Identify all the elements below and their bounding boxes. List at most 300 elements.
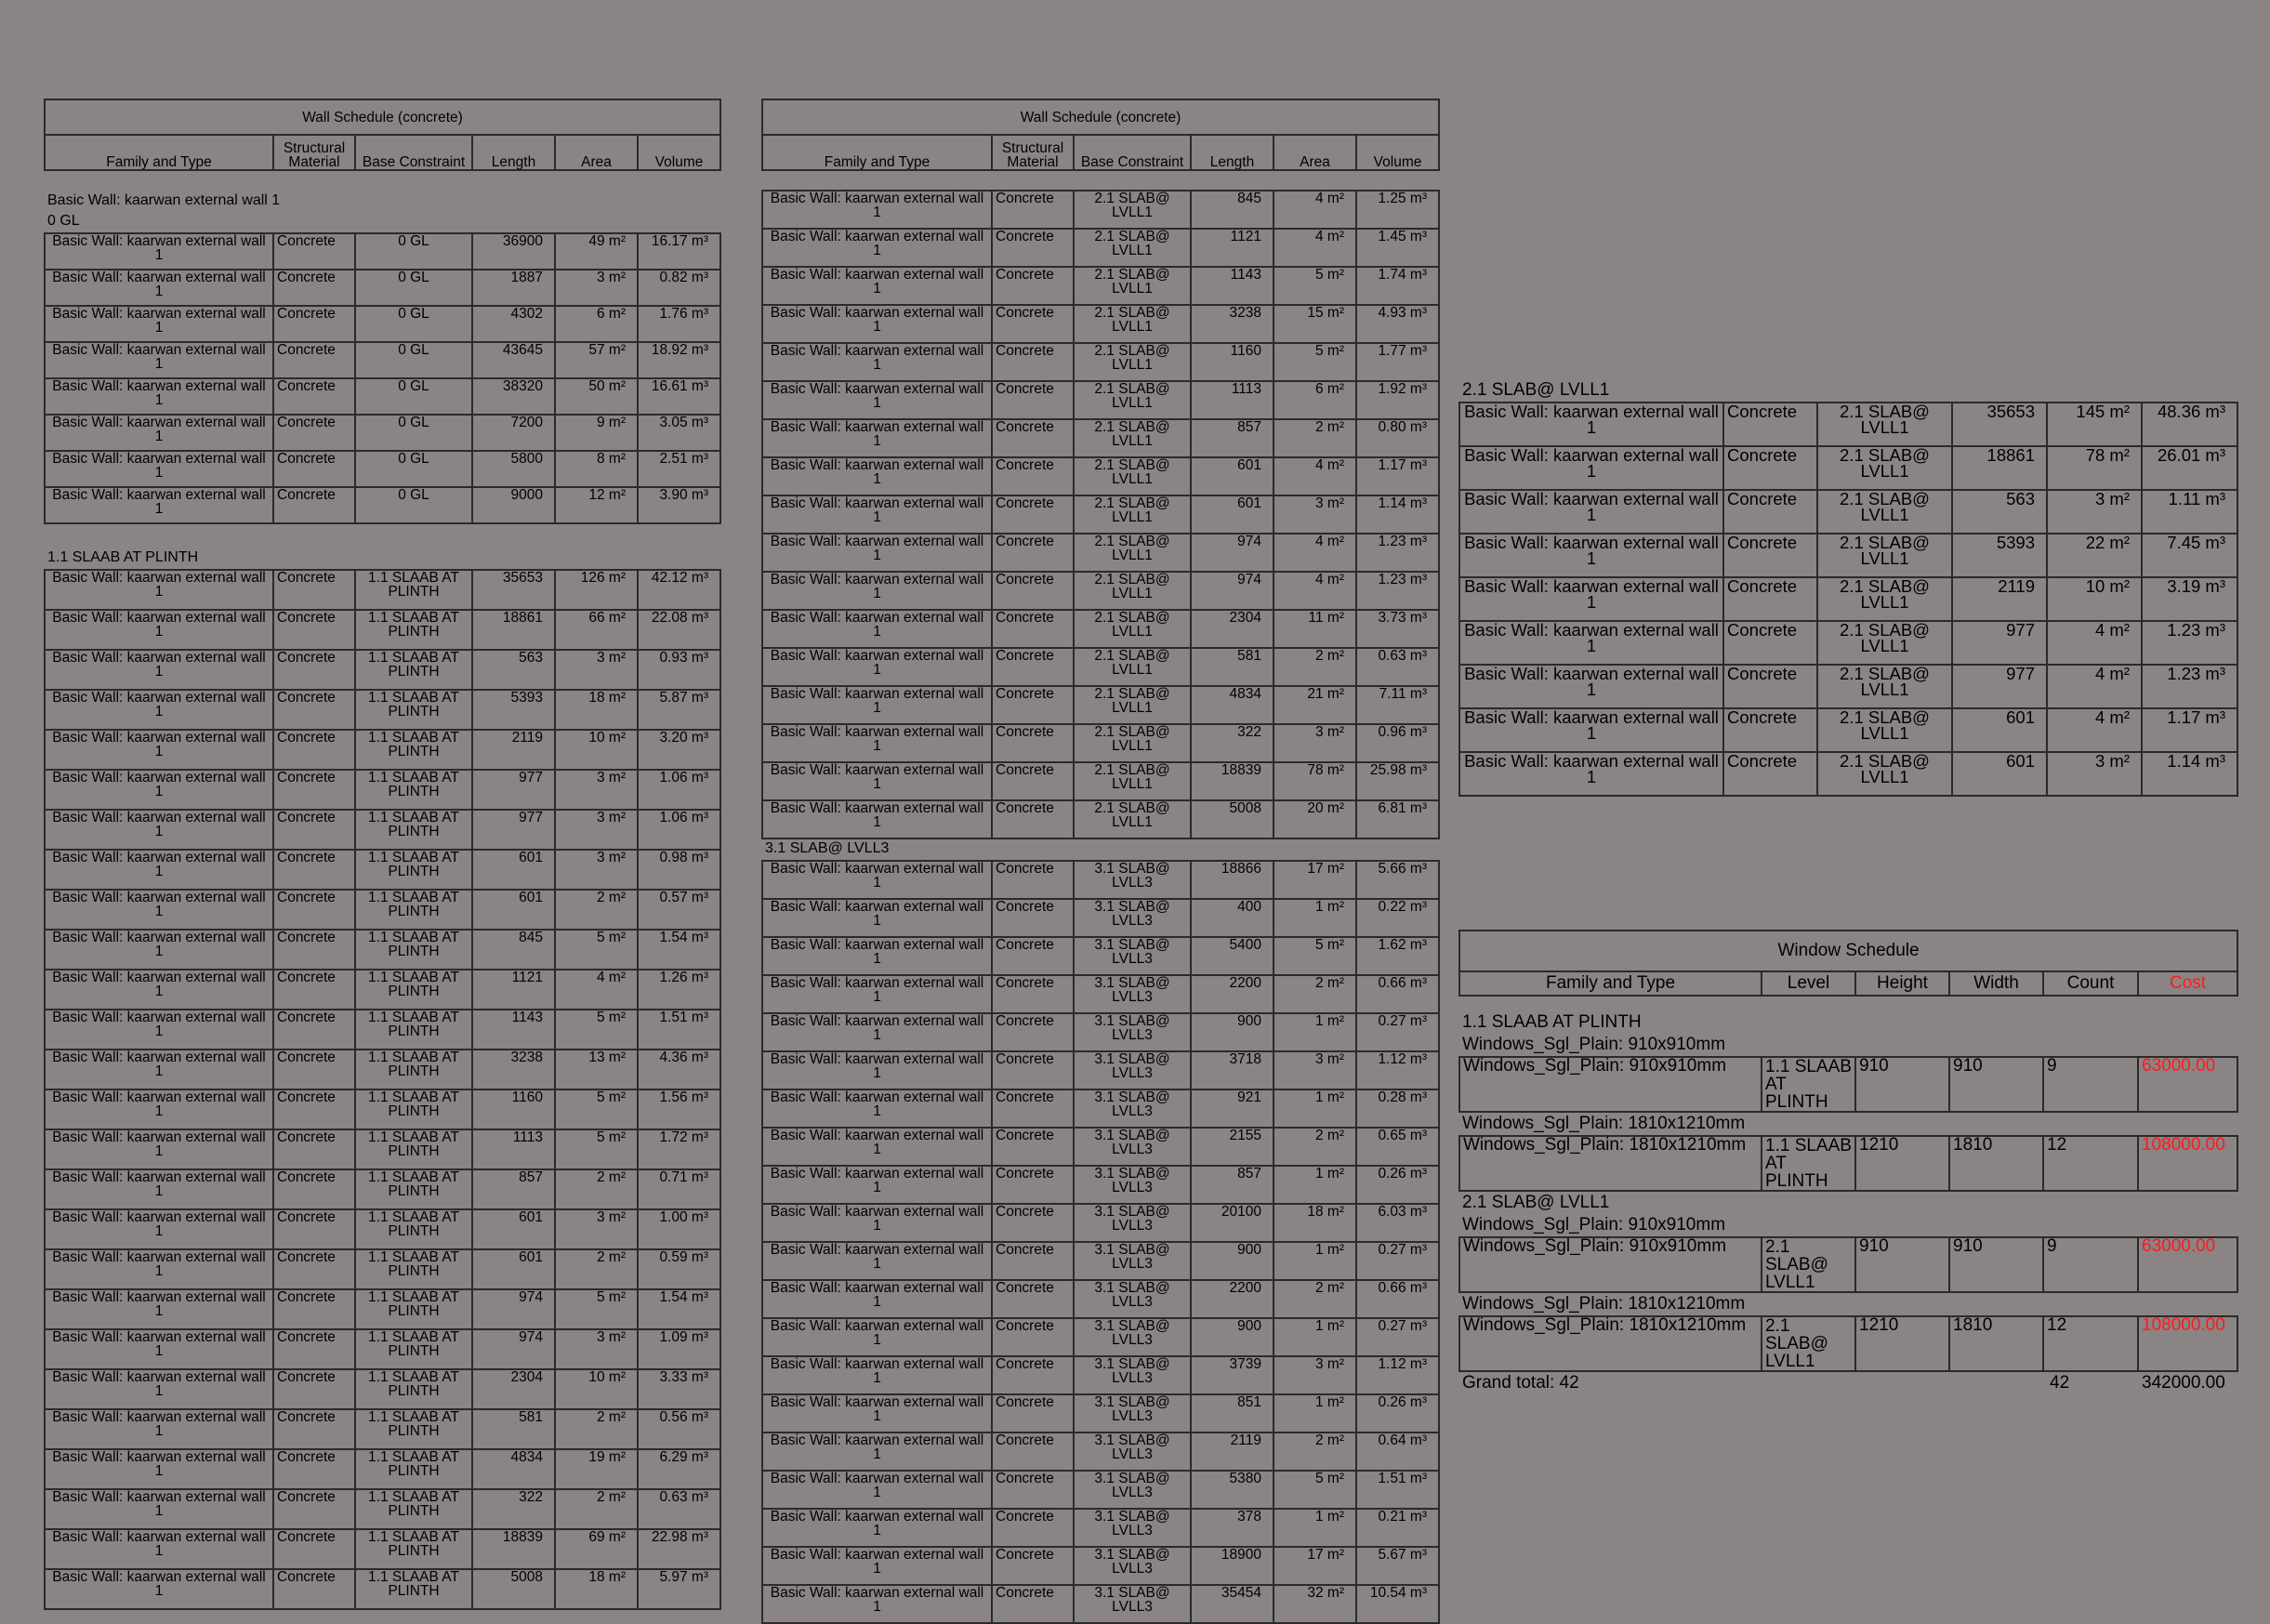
window-schedule-body [1458, 1011, 2237, 1372]
length-cell: 2155 [1191, 1128, 1274, 1166]
table-row [45, 1369, 720, 1409]
area-cell: 4 m² [2047, 665, 2142, 708]
base-constraint-cell: 2.1 SLAB@ LVLL1 [1074, 381, 1191, 419]
base-constraint-cell: 1.1 SLAAB AT PLINTH [355, 650, 472, 690]
volume-cell: 1.06 m³ [638, 810, 720, 850]
material-cell: Concrete [1723, 446, 1817, 490]
material-cell: Concrete [992, 1280, 1074, 1318]
area-cell: 2 m² [1274, 419, 1356, 457]
table-row [762, 343, 1439, 381]
table-row [1459, 1316, 2237, 1371]
family-type-cell: Basic Wall: kaarwan external wall 1 [762, 495, 992, 534]
material-cell: Concrete [273, 1089, 355, 1129]
volume-cell: 0.82 m³ [638, 270, 720, 306]
family-type-cell: Basic Wall: kaarwan external wall 1 [45, 270, 273, 306]
table-row [45, 1089, 720, 1129]
grand-total-label: Grand total: 42 [1462, 1373, 1579, 1393]
material-cell: Concrete [273, 1409, 355, 1449]
family-type-cell: Windows_Sgl_Plain: 1810x1210mm [1459, 1316, 1762, 1371]
area-cell: 4 m² [1274, 572, 1356, 610]
material-cell: Concrete [1723, 665, 1817, 708]
base-constraint-cell: 2.1 SLAB@ LVLL1 [1074, 686, 1191, 724]
material-cell: Concrete [1723, 752, 1817, 796]
table-row [1459, 1237, 2237, 1292]
family-type-cell: Basic Wall: kaarwan external wall 1 [762, 899, 992, 937]
header-row [1459, 971, 2237, 996]
volume-cell: 1.14 m³ [1356, 495, 1439, 534]
table-row [762, 457, 1439, 495]
length-cell: 563 [1952, 490, 2047, 534]
area-cell: 50 m² [555, 378, 638, 415]
wall-table [761, 190, 1440, 839]
length-cell: 845 [1191, 191, 1274, 229]
volume-cell: 1.23 m³ [1356, 572, 1439, 610]
base-constraint-cell: 1.1 SLAAB AT PLINTH [355, 1489, 472, 1529]
level-cell: 1.1 SLAAB AT PLINTH [1762, 1136, 1855, 1191]
area-cell: 5 m² [555, 1010, 638, 1050]
family-type-cell: Basic Wall: kaarwan external wall 1 [762, 1318, 992, 1356]
base-constraint-cell: 1.1 SLAAB AT PLINTH [355, 1409, 472, 1449]
length-cell: 2119 [1191, 1433, 1274, 1471]
family-type-cell: Basic Wall: kaarwan external wall 1 [45, 451, 273, 487]
area-cell: 3 m² [555, 770, 638, 810]
material-cell: Concrete [273, 770, 355, 810]
base-constraint-cell: 1.1 SLAAB AT PLINTH [355, 1209, 472, 1249]
family-type-cell: Basic Wall: kaarwan external wall 1 [45, 342, 273, 378]
material-cell: Concrete [992, 343, 1074, 381]
length-cell: 322 [1191, 724, 1274, 762]
material-cell: Concrete [273, 1529, 355, 1569]
family-type-cell: Basic Wall: kaarwan external wall 1 [45, 650, 273, 690]
family-type-cell: Basic Wall: kaarwan external wall 1 [45, 415, 273, 451]
area-cell: 2 m² [1274, 1128, 1356, 1166]
level-cell: 2.1 SLAB@ LVLL1 [1762, 1237, 1855, 1292]
length-cell: 18839 [472, 1529, 555, 1569]
volume-cell: 1.17 m³ [2142, 708, 2237, 752]
family-type-cell: Basic Wall: kaarwan external wall 1 [45, 1569, 273, 1609]
base-constraint-cell: 2.1 SLAB@ LVLL1 [1817, 490, 1952, 534]
volume-cell: 6.29 m³ [638, 1449, 720, 1489]
material-cell: Concrete [273, 970, 355, 1010]
material-cell: Concrete [273, 451, 355, 487]
volume-cell: 1.45 m³ [1356, 229, 1439, 267]
header-row [762, 135, 1439, 170]
volume-cell: 1.92 m³ [1356, 381, 1439, 419]
material-cell: Concrete [992, 724, 1074, 762]
volume-cell: 4.93 m³ [1356, 305, 1439, 343]
wall-table [761, 860, 1440, 1624]
table-row [1459, 1136, 2237, 1191]
area-cell: 10 m² [555, 1369, 638, 1409]
header-cell: Family and Type [762, 135, 992, 170]
table-row [762, 724, 1439, 762]
family-type-cell: Basic Wall: kaarwan external wall 1 [762, 1509, 992, 1547]
table-row [1459, 752, 2237, 796]
length-cell: 400 [1191, 899, 1274, 937]
length-cell: 1160 [1191, 343, 1274, 381]
area-cell: 3 m² [1274, 724, 1356, 762]
length-cell: 2304 [472, 1369, 555, 1409]
base-constraint-cell: 2.1 SLAB@ LVLL1 [1074, 572, 1191, 610]
family-type-cell: Basic Wall: kaarwan external wall 1 [762, 1471, 992, 1509]
group-label: 3.1 SLAB@ LVLL3 [765, 840, 890, 856]
family-type-cell: Basic Wall: kaarwan external wall 1 [762, 800, 992, 838]
volume-cell: 3.73 m³ [1356, 610, 1439, 648]
length-cell: 20100 [1191, 1204, 1274, 1242]
area-cell: 10 m² [555, 730, 638, 770]
volume-cell: 0.27 m³ [1356, 1242, 1439, 1280]
area-cell: 12 m² [555, 487, 638, 523]
length-cell: 2200 [1191, 975, 1274, 1013]
table-row [45, 1289, 720, 1329]
header-cell: Height [1855, 971, 1949, 996]
family-type-cell: Basic Wall: kaarwan external wall 1 [762, 534, 992, 572]
family-type-cell: Basic Wall: kaarwan external wall 1 [45, 890, 273, 930]
area-cell: 6 m² [1274, 381, 1356, 419]
area-cell: 78 m² [1274, 762, 1356, 800]
header-cell: Length [1191, 135, 1274, 170]
family-type-cell: Basic Wall: kaarwan external wall 1 [45, 1010, 273, 1050]
material-cell: Concrete [1723, 577, 1817, 621]
group-label: 0 GL [47, 213, 80, 229]
family-type-cell: Basic Wall: kaarwan external wall 1 [45, 1209, 273, 1249]
area-cell: 2 m² [555, 1489, 638, 1529]
family-type-cell: Basic Wall: kaarwan external wall 1 [1459, 665, 1723, 708]
area-cell: 5 m² [1274, 343, 1356, 381]
length-cell: 36900 [472, 233, 555, 270]
group-label: 1.1 SLAAB AT PLINTH [47, 549, 199, 565]
length-cell: 974 [1191, 534, 1274, 572]
wall-schedule-right [1458, 379, 2237, 797]
length-cell: 1143 [472, 1010, 555, 1050]
volume-cell: 0.21 m³ [1356, 1509, 1439, 1547]
base-constraint-cell: 1.1 SLAAB AT PLINTH [355, 1329, 472, 1369]
height-cell: 910 [1855, 1057, 1949, 1112]
length-cell: 18861 [1952, 446, 2047, 490]
type-group-label: Windows_Sgl_Plain: 910x910mm [1462, 1035, 1726, 1054]
table-row [762, 1433, 1439, 1471]
base-constraint-cell: 2.1 SLAB@ LVLL1 [1074, 762, 1191, 800]
table-row [45, 378, 720, 415]
base-constraint-cell: 1.1 SLAAB AT PLINTH [355, 1010, 472, 1050]
table-row [45, 415, 720, 451]
base-constraint-cell: 2.1 SLAB@ LVLL1 [1074, 343, 1191, 381]
base-constraint-cell: 3.1 SLAB@ LVLL3 [1074, 899, 1191, 937]
area-cell: 21 m² [1274, 686, 1356, 724]
volume-cell: 1.26 m³ [638, 970, 720, 1010]
length-cell: 921 [1191, 1089, 1274, 1128]
base-constraint-cell: 3.1 SLAB@ LVLL3 [1074, 1509, 1191, 1547]
length-cell: 18900 [1191, 1547, 1274, 1585]
base-constraint-cell: 2.1 SLAB@ LVLL1 [1817, 403, 1952, 446]
family-type-cell: Basic Wall: kaarwan external wall 1 [762, 724, 992, 762]
volume-cell: 0.63 m³ [638, 1489, 720, 1529]
cost-cell: 63000.00 [2138, 1237, 2237, 1292]
table-row [45, 487, 720, 523]
length-cell: 977 [472, 770, 555, 810]
type-group-label: Windows_Sgl_Plain: 910x910mm [1462, 1215, 1726, 1235]
material-cell: Concrete [992, 1013, 1074, 1051]
material-cell: Concrete [273, 1169, 355, 1209]
family-type-cell: Basic Wall: kaarwan external wall 1 [762, 267, 992, 305]
base-constraint-cell: 3.1 SLAB@ LVLL3 [1074, 1280, 1191, 1318]
material-cell: Concrete [273, 570, 355, 610]
base-constraint-cell: 2.1 SLAB@ LVLL1 [1074, 495, 1191, 534]
table-row [762, 937, 1439, 975]
base-constraint-cell: 2.1 SLAB@ LVLL1 [1074, 305, 1191, 343]
material-cell: Concrete [992, 1318, 1074, 1356]
volume-cell: 2.51 m³ [638, 451, 720, 487]
length-cell: 900 [1191, 1318, 1274, 1356]
volume-cell: 0.71 m³ [638, 1169, 720, 1209]
base-constraint-cell: 0 GL [355, 415, 472, 451]
area-cell: 18 m² [1274, 1204, 1356, 1242]
area-cell: 3 m² [555, 1209, 638, 1249]
cost-cell: 63000.00 [2138, 1057, 2237, 1112]
family-type-cell: Basic Wall: kaarwan external wall 1 [45, 1489, 273, 1529]
volume-cell: 0.26 m³ [1356, 1166, 1439, 1204]
area-cell: 4 m² [2047, 708, 2142, 752]
table-row [762, 1013, 1439, 1051]
area-cell: 2 m² [1274, 1280, 1356, 1318]
volume-cell: 1.77 m³ [1356, 343, 1439, 381]
family-type-cell: Basic Wall: kaarwan external wall 1 [762, 305, 992, 343]
table-row [762, 899, 1439, 937]
length-cell: 857 [472, 1169, 555, 1209]
base-constraint-cell: 2.1 SLAB@ LVLL1 [1074, 534, 1191, 572]
family-type-cell: Basic Wall: kaarwan external wall 1 [762, 457, 992, 495]
family-type-cell: Basic Wall: kaarwan external wall 1 [1459, 752, 1723, 796]
base-constraint-cell: 2.1 SLAB@ LVLL1 [1074, 800, 1191, 838]
base-constraint-cell: 3.1 SLAB@ LVLL3 [1074, 1547, 1191, 1585]
table-row [45, 1249, 720, 1289]
length-cell: 601 [1952, 708, 2047, 752]
area-cell: 9 m² [555, 415, 638, 451]
base-constraint-cell: 2.1 SLAB@ LVLL1 [1074, 419, 1191, 457]
volume-cell: 3.33 m³ [638, 1369, 720, 1409]
area-cell: 1 m² [1274, 1318, 1356, 1356]
material-cell: Concrete [992, 899, 1074, 937]
base-constraint-cell: 3.1 SLAB@ LVLL3 [1074, 975, 1191, 1013]
material-cell: Concrete [992, 495, 1074, 534]
area-cell: 20 m² [1274, 800, 1356, 838]
material-cell: Concrete [992, 975, 1074, 1013]
length-cell: 5380 [1191, 1471, 1274, 1509]
base-constraint-cell: 0 GL [355, 487, 472, 523]
material-cell: Concrete [273, 233, 355, 270]
material-cell: Concrete [273, 1209, 355, 1249]
area-cell: 3 m² [2047, 752, 2142, 796]
base-constraint-cell: 2.1 SLAB@ LVLL1 [1817, 621, 1952, 665]
volume-cell: 4.36 m³ [638, 1050, 720, 1089]
grand-total-row [1458, 1372, 2237, 1394]
volume-cell: 1.23 m³ [2142, 665, 2237, 708]
material-cell: Concrete [273, 1329, 355, 1369]
area-cell: 1 m² [1274, 1242, 1356, 1280]
area-cell: 13 m² [555, 1050, 638, 1089]
schedule-title: Wall Schedule (concrete) [45, 99, 720, 135]
table-row [45, 890, 720, 930]
family-type-cell: Basic Wall: kaarwan external wall 1 [45, 1050, 273, 1089]
material-cell: Concrete [273, 415, 355, 451]
base-constraint-cell: 3.1 SLAB@ LVLL3 [1074, 1013, 1191, 1051]
width-cell: 1810 [1949, 1316, 2043, 1371]
material-cell: Concrete [992, 1242, 1074, 1280]
height-cell: 1210 [1855, 1316, 1949, 1371]
table-row [1459, 534, 2237, 577]
material-cell: Concrete [992, 648, 1074, 686]
family-type-cell: Basic Wall: kaarwan external wall 1 [1459, 621, 1723, 665]
table-row [45, 730, 720, 770]
base-constraint-cell: 1.1 SLAAB AT PLINTH [355, 890, 472, 930]
length-cell: 1143 [1191, 267, 1274, 305]
count-cell: 12 [2043, 1136, 2138, 1191]
area-cell: 4 m² [1274, 457, 1356, 495]
area-cell: 2 m² [555, 1249, 638, 1289]
area-cell: 145 m² [2047, 403, 2142, 446]
material-cell: Concrete [273, 1289, 355, 1329]
header-cell: Volume [638, 135, 720, 170]
family-type-cell: Basic Wall: kaarwan external wall 1 [762, 572, 992, 610]
family-type-cell: Basic Wall: kaarwan external wall 1 [762, 419, 992, 457]
length-cell: 900 [1191, 1013, 1274, 1051]
length-cell: 3238 [1191, 305, 1274, 343]
group-label: Basic Wall: kaarwan external wall 1 [47, 192, 281, 208]
volume-cell: 3.05 m³ [638, 415, 720, 451]
count-cell: 12 [2043, 1316, 2138, 1371]
height-cell: 1210 [1855, 1136, 1949, 1191]
length-cell: 18839 [1191, 762, 1274, 800]
area-cell: 17 m² [1274, 861, 1356, 899]
area-cell: 18 m² [555, 690, 638, 730]
table-row [1459, 490, 2237, 534]
base-constraint-cell: 3.1 SLAB@ LVLL3 [1074, 1089, 1191, 1128]
base-constraint-cell: 3.1 SLAB@ LVLL3 [1074, 1318, 1191, 1356]
area-cell: 10 m² [2047, 577, 2142, 621]
header-cell: Structural Material [273, 135, 355, 170]
length-cell: 3739 [1191, 1356, 1274, 1394]
family-type-cell: Basic Wall: kaarwan external wall 1 [762, 762, 992, 800]
area-cell: 4 m² [1274, 229, 1356, 267]
area-cell: 1 m² [1274, 899, 1356, 937]
length-cell: 1121 [1191, 229, 1274, 267]
material-cell: Concrete [273, 1010, 355, 1050]
table-row [45, 233, 720, 270]
family-type-cell: Basic Wall: kaarwan external wall 1 [762, 1089, 992, 1128]
family-type-cell: Basic Wall: kaarwan external wall 1 [45, 570, 273, 610]
material-cell: Concrete [992, 1471, 1074, 1509]
length-cell: 2119 [1952, 577, 2047, 621]
window-table [1458, 1315, 2238, 1372]
area-cell: 1 m² [1274, 1089, 1356, 1128]
family-type-cell: Basic Wall: kaarwan external wall 1 [762, 861, 992, 899]
material-cell: Concrete [273, 378, 355, 415]
base-constraint-cell: 3.1 SLAB@ LVLL3 [1074, 1166, 1191, 1204]
length-cell: 900 [1191, 1242, 1274, 1280]
table-row [1459, 577, 2237, 621]
base-constraint-cell: 2.1 SLAB@ LVLL1 [1074, 610, 1191, 648]
length-cell: 601 [1191, 495, 1274, 534]
table-row [762, 572, 1439, 610]
material-cell: Concrete [992, 1204, 1074, 1242]
volume-cell: 3.90 m³ [638, 487, 720, 523]
length-cell: 4834 [1191, 686, 1274, 724]
area-cell: 3 m² [1274, 495, 1356, 534]
material-cell: Concrete [273, 1369, 355, 1409]
length-cell: 9000 [472, 487, 555, 523]
table-row [1459, 708, 2237, 752]
area-cell: 1 m² [1274, 1509, 1356, 1547]
material-cell: Concrete [992, 419, 1074, 457]
cost-cell: 108000.00 [2138, 1136, 2237, 1191]
volume-cell: 6.03 m³ [1356, 1204, 1439, 1242]
family-type-cell: Basic Wall: kaarwan external wall 1 [762, 686, 992, 724]
header-cell: Level [1762, 971, 1855, 996]
family-type-cell: Basic Wall: kaarwan external wall 1 [1459, 490, 1723, 534]
table-row [45, 451, 720, 487]
length-cell: 1121 [472, 970, 555, 1010]
header-cell: Area [555, 135, 638, 170]
base-constraint-cell: 2.1 SLAB@ LVLL1 [1817, 708, 1952, 752]
level-cell: 2.1 SLAB@ LVLL1 [1762, 1316, 1855, 1371]
family-type-cell: Basic Wall: kaarwan external wall 1 [45, 1169, 273, 1209]
family-type-cell: Basic Wall: kaarwan external wall 1 [45, 930, 273, 970]
family-type-cell: Basic Wall: kaarwan external wall 1 [45, 1409, 273, 1449]
material-cell: Concrete [992, 1356, 1074, 1394]
length-cell: 378 [1191, 1509, 1274, 1547]
table-row [762, 762, 1439, 800]
table-row [45, 1169, 720, 1209]
material-cell: Concrete [273, 690, 355, 730]
family-type-cell: Basic Wall: kaarwan external wall 1 [762, 1242, 992, 1280]
family-type-cell: Basic Wall: kaarwan external wall 1 [762, 343, 992, 381]
length-cell: 1160 [472, 1089, 555, 1129]
area-cell: 17 m² [1274, 1547, 1356, 1585]
volume-cell: 5.97 m³ [638, 1569, 720, 1609]
length-cell: 35454 [1191, 1585, 1274, 1623]
width-cell: 1810 [1949, 1136, 2043, 1191]
length-cell: 851 [1191, 1394, 1274, 1433]
family-type-cell: Basic Wall: kaarwan external wall 1 [762, 937, 992, 975]
family-type-cell: Basic Wall: kaarwan external wall 1 [45, 233, 273, 270]
length-cell: 601 [1952, 752, 2047, 796]
area-cell: 3 m² [1274, 1356, 1356, 1394]
length-cell: 43645 [472, 342, 555, 378]
material-cell: Concrete [273, 270, 355, 306]
family-type-cell: Basic Wall: kaarwan external wall 1 [1459, 403, 1723, 446]
base-constraint-cell: 3.1 SLAB@ LVLL3 [1074, 1051, 1191, 1089]
header-cell: Family and Type [45, 135, 273, 170]
level-cell: 1.1 SLAAB AT PLINTH [1762, 1057, 1855, 1112]
base-constraint-cell: 3.1 SLAB@ LVLL3 [1074, 1433, 1191, 1471]
base-constraint-cell: 2.1 SLAB@ LVLL1 [1074, 457, 1191, 495]
material-cell: Concrete [992, 381, 1074, 419]
family-type-cell: Basic Wall: kaarwan external wall 1 [1459, 577, 1723, 621]
wall-table [44, 569, 721, 1610]
table-row [762, 1128, 1439, 1166]
volume-cell: 3.19 m³ [2142, 577, 2237, 621]
table-row [45, 342, 720, 378]
table-row [762, 975, 1439, 1013]
table-row [45, 650, 720, 690]
length-cell: 601 [472, 1209, 555, 1249]
volume-cell: 0.56 m³ [638, 1409, 720, 1449]
volume-cell: 1.51 m³ [1356, 1471, 1439, 1509]
family-type-cell: Basic Wall: kaarwan external wall 1 [1459, 446, 1723, 490]
base-constraint-cell: 2.1 SLAB@ LVLL1 [1074, 648, 1191, 686]
volume-cell: 0.64 m³ [1356, 1433, 1439, 1471]
family-type-cell: Basic Wall: kaarwan external wall 1 [762, 381, 992, 419]
